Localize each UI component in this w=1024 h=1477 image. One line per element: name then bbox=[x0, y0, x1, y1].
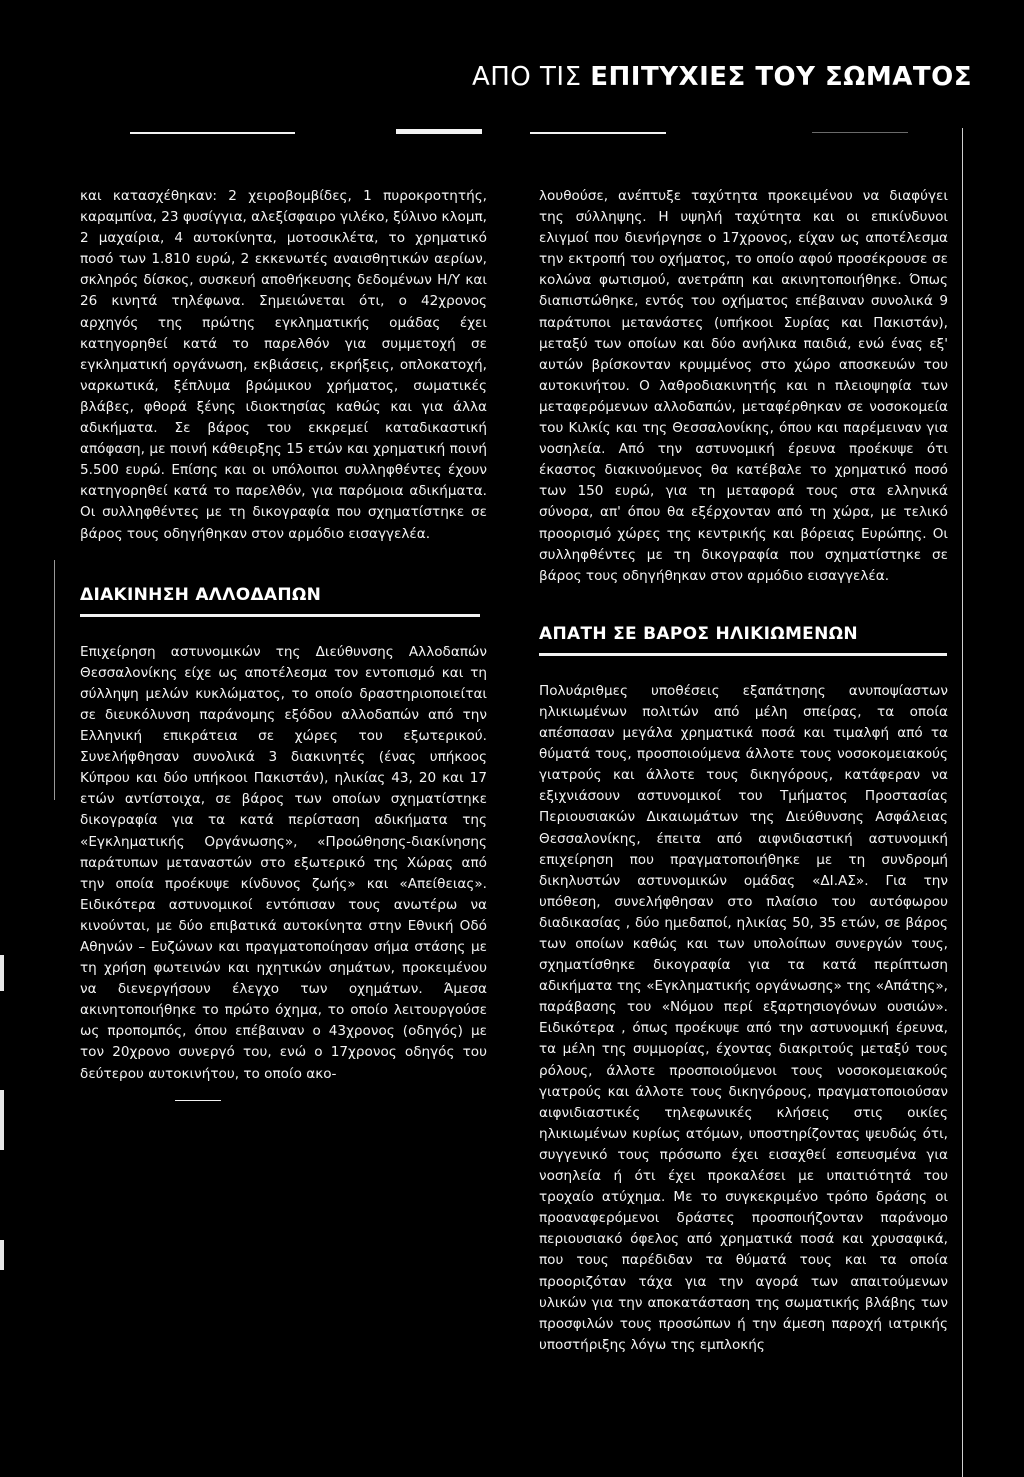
left-margin-line bbox=[54, 560, 55, 800]
header-rule-mid bbox=[396, 129, 482, 134]
right-column bbox=[539, 186, 948, 1356]
header-title-bold: ΕΠΙΤΥΧΙΕΣ ΤΟΥ ΣΩΜΑΤΟΣ bbox=[590, 62, 972, 92]
left-column bbox=[80, 186, 487, 1085]
elderly-fraud-paragraph: Πολυάριθμες υποθέσεις εξαπάτησης ανυποψίαστων ηλικιωμένων πολιτών από μέλη σπείρας, τα οποία απέσπασαν μεγάλα χρηματικά ποσά και τιμαλφή από τα θύματά τους, προσποιούμενα άλλοτε τους νοσοκομειακούς γιατρούς και άλλοτε τους δικηγόρους, κατάφεραν να εξιχνιάσουν αστυνομικοί του Τμήματος Προστασίας Περιουσιακών Δικαιωμάτων της Διεύθυνσης Ασφάλειας Θεσσαλονίκης, έπειτα από αιφνιδιαστική αστυνομική επιχείρηση που πραγματοποιήθηκε με τη συνδρομή δικηλυστών αστυνομικών ομάδας «ΔΙ.ΑΣ». Για την υπόθεση, συνελήφθησαν στο πλαίσιο του αυτόφωρου διαδικασίας , δύο ημεδαποί, ηλικίας 50, 35 ετών, σε βάρος των οποίων καθώς και των υπολοίπων συνεργών τους, σχηματίσθηκε δικογραφία για τα κατά περίπτωση αδικήματα της «Εγκληματικής οργάνωσης» της «Απάτης», παράβασης του «Νόμου περί εξαρτησιογόνων ουσιών». Ειδικότερα , όπως προέκυψε από την αστυνομική έρευνα, τα μέλη της συμμορίας, έχοντας διακριτούς μεταξύ τους ρόλους, άλλοτε προσποιούμενοι τους νοσοκομειακούς γιατρούς και άλλοτε τους δικηγόρους, πραγματοποιούσαν αιφνιδιαστικές τηλεφωνικές κλήσεις στις οικίες ηλικιωμένων κυρίως ατόμων, υποστηρίζοντας ψευδώς ότι, συγγενικό τους πρόσωπο έχει εισαχθεί εσπευσμένα για νοσηλεία ή ότι έχει προκαλέσει με υπαιτιότητά του τροχαίο ατύχημα. Με το συγκεκριμένο τρόπο δράσης οι προαναφερόμενοι δράστες προσποιήζονταν παράνομο περιουσιακό όφελος από χρηματικά ποσά και χρυσαφικά, που τους παρέδιδαν τα θύματά τους και τα οποία προοριζόταν τάχα για την αγορά των απαιτούμενων υλικών για την αποκατάσταση της σωματικής βλάβης των προσφιλών τους προσώπων ή την άμεση παροχή ιατρικής υποστήριξης λόγω της εμπλοκής bbox=[539, 682, 948, 1353]
section-elderly-fraud bbox=[539, 624, 948, 1356]
right-intro-paragraph: λουθούσε, ανέπτυξε ταχύτητα προκειμένου να διαφύγει της σύλληψης. Η υψηλή ταχύτητα και οι επικίνδυνοι ελιγμοί που διενήργησε ο 17χρονος, είχαν ως αποτέλεσμα την εκτροπή του οχήματος, το οποίο αφού προσέκρουσε σε κολώνα φωτισμού, ανετράπη και ακινητοποιήθηκε. Όπως διαπιστώθηκε, εντός του οχήματος επέβαιναν συνολικά 9 παράτυποι μετανάστες (υπήκοοι Συρίας και Πακιστάν), μεταξύ των οποίων και δύο ανήλικα παιδιά, ενώ ένας εξ' αυτών βρίσκονταν κρυμμένος στο χώρο αποσκευών του αυτοκινήτου. Ο λαθροδιακινητής και n πλειοψηφία των μεταφερόμενων αλλοδαπών, μεταφέρθηκαν σε νοσοκομεία του Κιλκίς και της Θεσσαλονίκης, όπου και παρέμειναν για νοσηλεία. Από την αστυνομική έρευνα προέκυψε ότι έκαστος διακινούμενος θα κατέβαλε το χρηματικό ποσό των 150 ευρώ, για τη μεταφορά τους στα ελληνικά σύνορα, απ' όπου θα εξέρχονταν από τη χώρα, με τελικό προορισμό χώρες της κεντρικής και βόρειας Ευρώπης. Οι συλληφθέντες με τη δικογραφία που σχηματίστηκε σε βάρος τους οδηγήθηκαν στον αρμόδιο εισαγγελέα. bbox=[539, 188, 948, 584]
edge-mark-3 bbox=[0, 1240, 4, 1270]
edge-mark-2 bbox=[0, 1090, 4, 1150]
header-rule-faint bbox=[812, 132, 908, 133]
column-divider bbox=[962, 128, 963, 1477]
section-alien-smuggling bbox=[80, 585, 487, 1085]
left-column-end-rule bbox=[175, 1100, 221, 1101]
header-rule-right bbox=[530, 132, 666, 134]
section-title-alien-smuggling: ΔΙΑΚΙΝΗΣΗ ΑΛΛΟΔΑΠΩΝ bbox=[80, 585, 480, 617]
header-rule-left bbox=[130, 132, 295, 134]
left-intro-paragraph: και κατασχέθηκαν: 2 χειροβομβίδες, 1 πυροκροτητής, καραμπίνα, 23 φυσίγγια, αλεξίσφαιρο γιλέκο, ξύλινο κλομπ, 2 μαχαίρια, 4 αυτοκίνητα, μοτοσικλέτα, το χρηματικό ποσό των 1.810 ευρώ, 2 εκκενωτές αναισθητικών αερίων, σκληρός δίσκος, συσκευή αποθήκευσης δεδομένων Η/Υ και 26 κινητά τηλέφωνα. Σημειώνεται ότι, ο 42χρονος αρχηγός της πρώτης εγκληματικής ομάδας έχει κατηγορηθεί κατά το παρελθόν για συμμετοχή σε εγκληματική οργάνωση, εκβιάσεις, εκρήξεις, οπλοκατοχή, ναρκωτικά, ξέπλυμα βρώμικου χρήματος, σωματικές βλάβες, φθορά ξένης ιδιοκτησίας καθώς και για άλλα αδικήματα. Σε βάρος του εκκρεμεί καταδικαστική απόφαση, με ποινή κάθειρξης 15 ετών και χρηματική ποινή 5.500 ευρώ. Επίσης και οι υπόλοιποι συλληφθέντες έχουν κατηγορηθεί κατά το παρελθόν, για παρόμοια αδικήματα. Οι συλληφθέντες με τη δικογραφία που σχηματίστηκε σε βάρος τους οδηγήθηκαν στον αρμόδιο εισαγγελέα. bbox=[80, 188, 487, 542]
header-title-light: ΑΠΟ ΤΙΣ bbox=[471, 62, 591, 92]
edge-mark-1 bbox=[0, 955, 4, 991]
section-title-elderly-fraud: ΑΠΑΤΗ ΣΕ ΒΑΡΟΣ ΗΛΙΚΙΩΜΕΝΩΝ bbox=[539, 624, 947, 656]
page-header-title bbox=[472, 62, 972, 92]
alien-smuggling-paragraph: Επιχείρηση αστυνομικών της Διεύθυνσης Αλλοδαπών Θεσσαλονίκης είχε ως αποτέλεσμα τον εντοπισμό και τη σύλληψη μελών κυκλώματος, το οποίο δραστηριοποιείται σε διευκόλυνση παράνομης εξόδου αλλοδαπών από την Ελληνική επικράτεια σε χώρες του εξωτερικού. Συνελήφθησαν συνολικά 3 διακινητές (ένας υπήκοος Κύπρου και δύο υπήκοοι Πακιστάν), ηλικίας 43, 20 και 17 ετών αντίστοιχα, σε βάρος των οποίων σχηματίστηκε δικογραφία για τα κατά περίσταση αδικήματα της «Εγκληματικής Οργάνωσης», «Προώθησης-διακίνησης παράτυπων μεταναστών στο εξωτερικό της Χώρας από την οποία προέκυψε κίνδυνος ζωής» και «Απείθειας». Ειδικότερα αστυνομικοί εντόπισαν τους ανωτέρω να κινούνται, με δύο επιβατικά αυτοκίνητα στην Εθνική Οδό Αθηνών – Ευζώνων και πραγματοποίησαν σήμα στάσης με τη χρήση φωτεινών και ηχητικών σημάτων, προκειμένου να διενεργήσουν έλεγχο των οχημάτων. Άμεσα ακινητοποιήθηκε το πρώτο όχημα, το οποίο λειτουργούσε ως προπομπός, όπου επέβαιναν ο 43χρονος (οδηγός) με τον 20χρονο συνεργό του, ενώ ο 17χρονος οδηγός του δεύτερου αυτοκινήτου, το οποίο ακο- bbox=[80, 643, 487, 1082]
